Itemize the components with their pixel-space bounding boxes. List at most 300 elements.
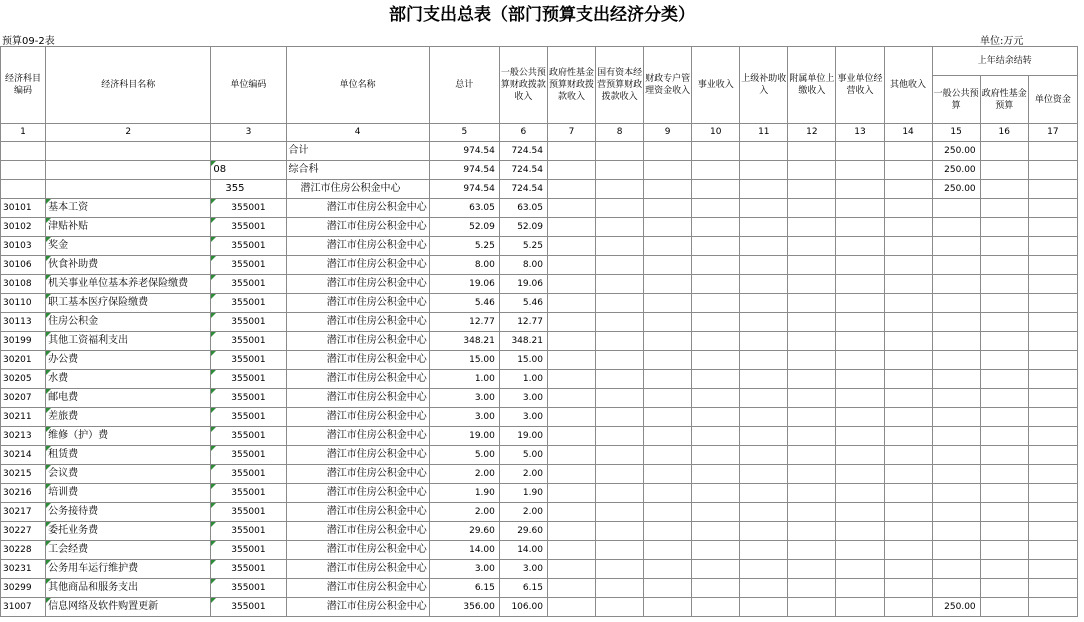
column-number: 1	[1, 124, 46, 142]
header-carry-unit: 单位资金	[1028, 76, 1077, 124]
total-cell: 2.00	[429, 503, 499, 522]
summary-row	[1, 142, 1078, 161]
table-row	[1, 275, 1078, 294]
empty-cell	[1028, 522, 1077, 541]
empty-cell	[788, 161, 836, 180]
table-row	[1, 522, 1078, 541]
empty-cell	[980, 389, 1028, 408]
empty-cell	[547, 313, 595, 332]
empty-cell	[740, 237, 788, 256]
econ-code-cell: 30207	[1, 389, 46, 408]
empty-cell	[788, 389, 836, 408]
general-budget-cell: 724.54	[499, 142, 547, 161]
empty-cell	[1028, 199, 1077, 218]
econ-name-cell: 奖金	[46, 237, 211, 256]
empty-cell	[596, 199, 644, 218]
table-row	[1, 560, 1078, 579]
empty-cell	[740, 332, 788, 351]
empty-cell	[788, 408, 836, 427]
carry-general-cell: 250.00	[932, 142, 980, 161]
carry-general-cell	[932, 370, 980, 389]
empty-cell	[884, 294, 932, 313]
econ-name-cell: 会议费	[46, 465, 211, 484]
empty-cell	[1028, 218, 1077, 237]
table-row	[1, 427, 1078, 446]
carry-general-cell	[932, 503, 980, 522]
empty-cell	[692, 237, 740, 256]
empty-cell	[980, 161, 1028, 180]
column-number: 15	[932, 124, 980, 142]
unit-name-cell: 潜江市住房公积金中心	[286, 484, 429, 503]
empty-cell	[980, 332, 1028, 351]
unit-code-cell: 355001	[211, 199, 286, 218]
general-budget-cell: 29.60	[499, 522, 547, 541]
empty-cell	[692, 389, 740, 408]
empty-cell	[836, 465, 884, 484]
carry-general-cell	[932, 389, 980, 408]
unit-code-cell: 355001	[211, 218, 286, 237]
econ-code-cell: 30231	[1, 560, 46, 579]
unit-code-cell: 355001	[211, 598, 286, 617]
empty-cell	[547, 275, 595, 294]
unit-label: 单位:万元	[980, 36, 1024, 47]
econ-code-cell: 31007	[1, 598, 46, 617]
empty-cell	[692, 465, 740, 484]
carry-general-cell: 250.00	[932, 180, 980, 199]
unit-code-cell: 355001	[211, 332, 286, 351]
econ-code-cell: 30205	[1, 370, 46, 389]
unit-name-cell: 潜江市住房公积金中心	[286, 541, 429, 560]
econ-code-cell: 30215	[1, 465, 46, 484]
carry-general-cell	[932, 522, 980, 541]
carry-general-cell	[932, 579, 980, 598]
unit-name-cell: 潜江市住房公积金中心	[286, 560, 429, 579]
general-budget-cell: 106.00	[499, 598, 547, 617]
econ-name-cell	[46, 180, 211, 199]
table-number: 预算09-2表	[2, 36, 55, 47]
econ-code-cell: 30211	[1, 408, 46, 427]
empty-cell	[788, 199, 836, 218]
header-carry-general: 一般公共预算	[932, 76, 980, 124]
empty-cell	[692, 275, 740, 294]
empty-cell	[596, 218, 644, 237]
table-row	[1, 484, 1078, 503]
empty-cell	[644, 161, 692, 180]
empty-cell	[980, 351, 1028, 370]
empty-cell	[547, 503, 595, 522]
empty-cell	[836, 598, 884, 617]
empty-cell	[547, 522, 595, 541]
general-budget-cell: 19.06	[499, 275, 547, 294]
column-number: 3	[211, 124, 286, 142]
empty-cell	[980, 503, 1028, 522]
econ-code-cell: 30227	[1, 522, 46, 541]
empty-cell	[884, 408, 932, 427]
econ-name-cell: 其他商品和服务支出	[46, 579, 211, 598]
empty-cell	[836, 351, 884, 370]
empty-cell	[547, 560, 595, 579]
empty-cell	[740, 199, 788, 218]
total-cell: 3.00	[429, 560, 499, 579]
empty-cell	[836, 237, 884, 256]
empty-cell	[692, 484, 740, 503]
empty-cell	[547, 598, 595, 617]
empty-cell	[788, 503, 836, 522]
empty-cell	[884, 199, 932, 218]
total-cell: 348.21	[429, 332, 499, 351]
page-title: 部门支出总表（部门预算支出经济分类）	[389, 5, 695, 25]
empty-cell	[644, 275, 692, 294]
empty-cell	[547, 465, 595, 484]
table-row	[1, 199, 1078, 218]
empty-cell	[740, 484, 788, 503]
carry-general-cell	[932, 408, 980, 427]
empty-cell	[740, 446, 788, 465]
general-budget-cell: 52.09	[499, 218, 547, 237]
header-gov-fund: 政府性基金预算财政拨款收入	[547, 47, 595, 124]
empty-cell	[692, 598, 740, 617]
empty-cell	[884, 503, 932, 522]
empty-cell	[596, 427, 644, 446]
empty-cell	[836, 332, 884, 351]
header-unit-code: 单位编码	[211, 47, 286, 124]
econ-name-cell: 差旅费	[46, 408, 211, 427]
general-budget-cell: 12.77	[499, 313, 547, 332]
unit-name-cell: 潜江市住房公积金中心	[286, 389, 429, 408]
header-row	[1, 47, 1078, 76]
empty-cell	[836, 161, 884, 180]
unit-name-cell: 潜江市住房公积金中心	[286, 180, 429, 199]
total-cell: 1.90	[429, 484, 499, 503]
empty-cell	[596, 142, 644, 161]
empty-cell	[980, 256, 1028, 275]
empty-cell	[740, 503, 788, 522]
empty-cell	[788, 598, 836, 617]
empty-cell	[596, 465, 644, 484]
empty-cell	[692, 199, 740, 218]
carry-general-cell: 250.00	[932, 598, 980, 617]
carry-general-cell	[932, 332, 980, 351]
carry-general-cell	[932, 560, 980, 579]
empty-cell	[644, 370, 692, 389]
unit-code-cell: 355001	[211, 484, 286, 503]
empty-cell	[1028, 180, 1077, 199]
empty-cell	[980, 313, 1028, 332]
econ-name-cell: 公务接待费	[46, 503, 211, 522]
unit-name-cell: 潜江市住房公积金中心	[286, 598, 429, 617]
empty-cell	[596, 370, 644, 389]
empty-cell	[692, 522, 740, 541]
header-carry-gov-fund: 政府性基金预算	[980, 76, 1028, 124]
empty-cell	[1028, 332, 1077, 351]
unit-name-cell: 综合科	[286, 161, 429, 180]
general-budget-cell: 8.00	[499, 256, 547, 275]
unit-name-cell: 潜江市住房公积金中心	[286, 256, 429, 275]
empty-cell	[884, 579, 932, 598]
econ-code-cell: 30299	[1, 579, 46, 598]
header-other-income: 其他收入	[884, 47, 932, 124]
empty-cell	[788, 522, 836, 541]
empty-cell	[980, 142, 1028, 161]
total-cell: 19.06	[429, 275, 499, 294]
econ-code-cell: 30201	[1, 351, 46, 370]
empty-cell	[836, 484, 884, 503]
general-budget-cell: 1.00	[499, 370, 547, 389]
header-operating-income: 事业单位经营收入	[836, 47, 884, 124]
empty-cell	[980, 541, 1028, 560]
empty-cell	[596, 408, 644, 427]
empty-cell	[884, 465, 932, 484]
empty-cell	[547, 180, 595, 199]
carry-general-cell	[932, 484, 980, 503]
empty-cell	[836, 522, 884, 541]
econ-code-cell: 30228	[1, 541, 46, 560]
empty-cell	[836, 370, 884, 389]
unit-name-cell: 潜江市住房公积金中心	[286, 370, 429, 389]
empty-cell	[547, 294, 595, 313]
total-cell: 356.00	[429, 598, 499, 617]
econ-name-cell: 信息网络及软件购置更新	[46, 598, 211, 617]
unit-code-cell: 355001	[211, 313, 286, 332]
empty-cell	[1028, 465, 1077, 484]
empty-cell	[692, 180, 740, 199]
empty-cell	[980, 579, 1028, 598]
empty-cell	[836, 541, 884, 560]
econ-name-cell: 津贴补贴	[46, 218, 211, 237]
unit-name-cell: 潜江市住房公积金中心	[286, 275, 429, 294]
empty-cell	[836, 503, 884, 522]
carry-general-cell	[932, 199, 980, 218]
column-number: 2	[46, 124, 211, 142]
empty-cell	[596, 180, 644, 199]
empty-cell	[740, 522, 788, 541]
table-row	[1, 541, 1078, 560]
unit-name-cell: 潜江市住房公积金中心	[286, 522, 429, 541]
empty-cell	[1028, 427, 1077, 446]
table-row	[1, 218, 1078, 237]
econ-name-cell	[46, 142, 211, 161]
econ-name-cell	[46, 161, 211, 180]
empty-cell	[596, 294, 644, 313]
empty-cell	[1028, 560, 1077, 579]
empty-cell	[692, 142, 740, 161]
empty-cell	[644, 332, 692, 351]
econ-name-cell: 公务用车运行维护费	[46, 560, 211, 579]
total-cell: 3.00	[429, 408, 499, 427]
econ-code-cell	[1, 161, 46, 180]
empty-cell	[884, 351, 932, 370]
empty-cell	[644, 465, 692, 484]
header-affiliate-income: 附属单位上缴收入	[788, 47, 836, 124]
econ-code-cell: 30217	[1, 503, 46, 522]
empty-cell	[980, 408, 1028, 427]
empty-cell	[884, 313, 932, 332]
empty-cell	[692, 256, 740, 275]
empty-cell	[547, 408, 595, 427]
table-row	[1, 598, 1078, 617]
empty-cell	[836, 579, 884, 598]
general-budget-cell: 2.00	[499, 503, 547, 522]
unit-name-cell: 潜江市住房公积金中心	[286, 579, 429, 598]
empty-cell	[644, 218, 692, 237]
empty-cell	[884, 541, 932, 560]
empty-cell	[980, 446, 1028, 465]
econ-code-cell: 30110	[1, 294, 46, 313]
empty-cell	[1028, 408, 1077, 427]
unit-code-cell: 355001	[211, 294, 286, 313]
empty-cell	[1028, 313, 1077, 332]
general-budget-cell: 63.05	[499, 199, 547, 218]
header-general-budget: 一般公共预算财政拨款收入	[499, 47, 547, 124]
column-number: 14	[884, 124, 932, 142]
empty-cell	[740, 427, 788, 446]
unit-code-cell: 355001	[211, 560, 286, 579]
empty-cell	[547, 161, 595, 180]
empty-cell	[644, 598, 692, 617]
econ-name-cell: 水费	[46, 370, 211, 389]
econ-name-cell: 培训费	[46, 484, 211, 503]
empty-cell	[596, 275, 644, 294]
empty-cell	[547, 389, 595, 408]
empty-cell	[836, 408, 884, 427]
empty-cell	[740, 465, 788, 484]
unit-code-cell: 355001	[211, 370, 286, 389]
econ-name-cell: 办公费	[46, 351, 211, 370]
total-cell: 63.05	[429, 199, 499, 218]
unit-name-cell: 潜江市住房公积金中心	[286, 237, 429, 256]
empty-cell	[692, 446, 740, 465]
empty-cell	[547, 427, 595, 446]
empty-cell	[740, 142, 788, 161]
empty-cell	[884, 427, 932, 446]
empty-cell	[788, 446, 836, 465]
empty-cell	[788, 560, 836, 579]
empty-cell	[644, 541, 692, 560]
empty-cell	[644, 142, 692, 161]
expenditure-table	[0, 46, 1078, 617]
general-budget-cell: 724.54	[499, 180, 547, 199]
econ-code-cell: 30213	[1, 427, 46, 446]
empty-cell	[788, 370, 836, 389]
empty-cell	[692, 294, 740, 313]
carry-general-cell	[932, 313, 980, 332]
empty-cell	[596, 522, 644, 541]
empty-cell	[644, 237, 692, 256]
total-cell: 6.15	[429, 579, 499, 598]
table-row	[1, 332, 1078, 351]
empty-cell	[980, 180, 1028, 199]
empty-cell	[884, 180, 932, 199]
econ-name-cell: 维修（护）费	[46, 427, 211, 446]
table-row	[1, 408, 1078, 427]
header-higher-subsidy: 上级补助收入	[740, 47, 788, 124]
empty-cell	[1028, 161, 1077, 180]
unit-name-cell: 潜江市住房公积金中心	[286, 446, 429, 465]
empty-cell	[740, 180, 788, 199]
empty-cell	[836, 294, 884, 313]
empty-cell	[740, 256, 788, 275]
empty-cell	[740, 598, 788, 617]
column-number: 8	[596, 124, 644, 142]
column-number: 13	[836, 124, 884, 142]
carry-general-cell	[932, 541, 980, 560]
carry-general-cell	[932, 218, 980, 237]
empty-cell	[788, 579, 836, 598]
table-row	[1, 256, 1078, 275]
econ-name-cell: 租赁费	[46, 446, 211, 465]
header-carryover: 上年结余结转	[932, 47, 1077, 76]
empty-cell	[980, 560, 1028, 579]
econ-name-cell: 委托业务费	[46, 522, 211, 541]
empty-cell	[1028, 275, 1077, 294]
table-row	[1, 465, 1078, 484]
empty-cell	[692, 427, 740, 446]
empty-cell	[740, 541, 788, 560]
empty-cell	[644, 560, 692, 579]
total-cell: 5.00	[429, 446, 499, 465]
total-cell: 14.00	[429, 541, 499, 560]
general-budget-cell: 348.21	[499, 332, 547, 351]
empty-cell	[596, 161, 644, 180]
econ-code-cell: 30108	[1, 275, 46, 294]
empty-cell	[644, 522, 692, 541]
empty-cell	[644, 294, 692, 313]
empty-cell	[980, 522, 1028, 541]
table-row	[1, 294, 1078, 313]
empty-cell	[596, 313, 644, 332]
empty-cell	[596, 579, 644, 598]
empty-cell	[644, 351, 692, 370]
empty-cell	[884, 142, 932, 161]
general-budget-cell: 6.15	[499, 579, 547, 598]
unit-code-cell: 355001	[211, 541, 286, 560]
unit-code-cell: 355001	[211, 579, 286, 598]
empty-cell	[547, 199, 595, 218]
table-row	[1, 446, 1078, 465]
econ-code-cell: 30214	[1, 446, 46, 465]
total-cell: 12.77	[429, 313, 499, 332]
empty-cell	[740, 294, 788, 313]
general-budget-cell: 3.00	[499, 560, 547, 579]
empty-cell	[788, 484, 836, 503]
carry-general-cell	[932, 351, 980, 370]
empty-cell	[884, 161, 932, 180]
empty-cell	[788, 275, 836, 294]
empty-cell	[788, 427, 836, 446]
header-econ-code: 经济科目编码	[1, 47, 46, 124]
column-number-row	[1, 124, 1078, 142]
column-number: 10	[692, 124, 740, 142]
unit-name-cell: 潜江市住房公积金中心	[286, 408, 429, 427]
empty-cell	[644, 389, 692, 408]
header-econ-name: 经济科目名称	[46, 47, 211, 124]
empty-cell	[1028, 294, 1077, 313]
empty-cell	[836, 218, 884, 237]
econ-name-cell: 其他工资福利支出	[46, 332, 211, 351]
unit-name-cell: 潜江市住房公积金中心	[286, 427, 429, 446]
general-budget-cell: 3.00	[499, 408, 547, 427]
econ-code-cell: 30113	[1, 313, 46, 332]
econ-name-cell: 住房公积金	[46, 313, 211, 332]
table-row	[1, 351, 1078, 370]
general-budget-cell: 5.46	[499, 294, 547, 313]
column-number: 5	[429, 124, 499, 142]
econ-code-cell	[1, 142, 46, 161]
unit-name-cell: 潜江市住房公积金中心	[286, 218, 429, 237]
empty-cell	[596, 446, 644, 465]
empty-cell	[1028, 446, 1077, 465]
empty-cell	[788, 237, 836, 256]
